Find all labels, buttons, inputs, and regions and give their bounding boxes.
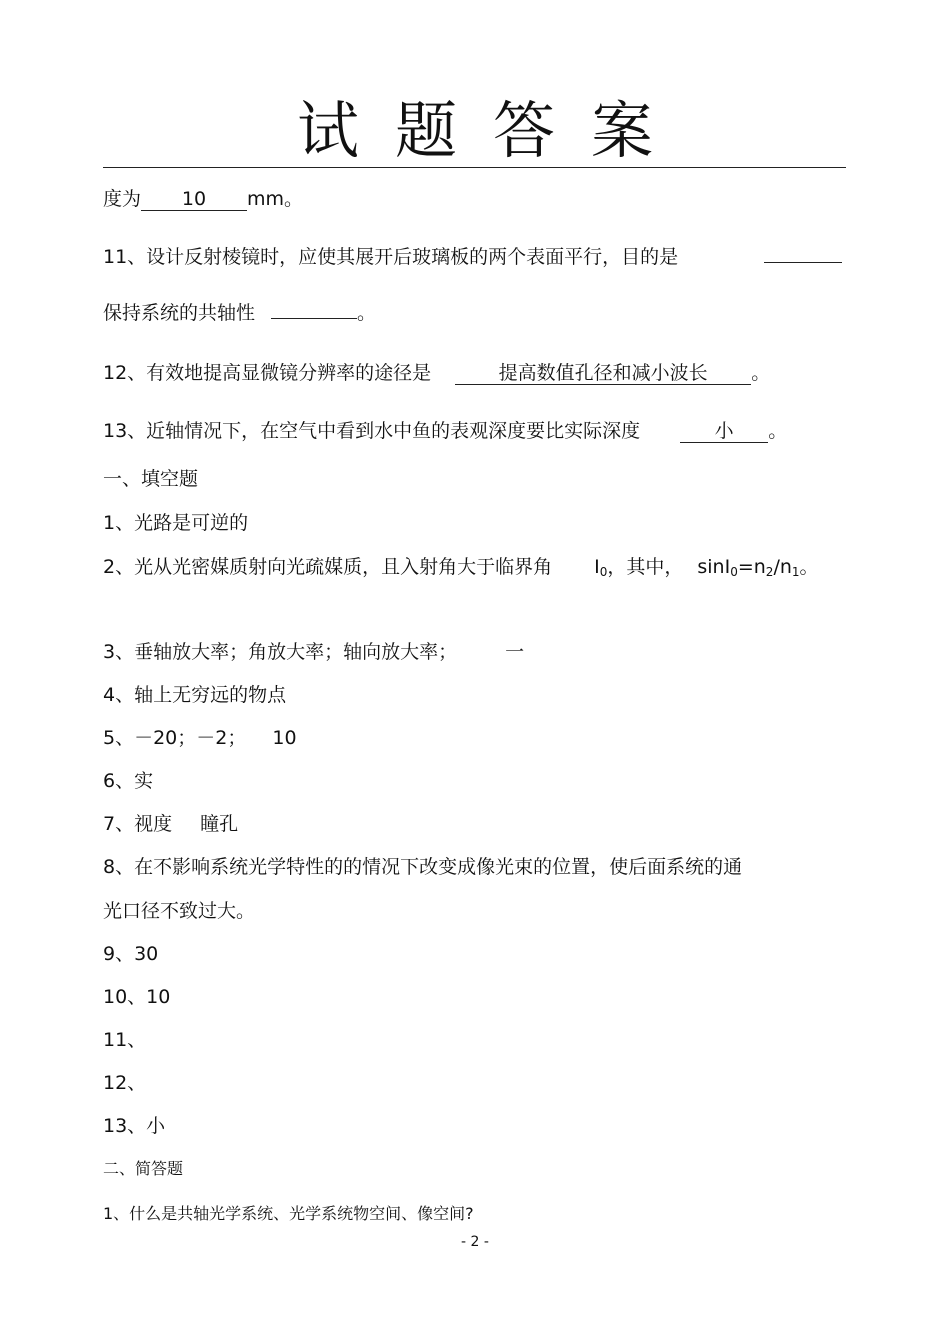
answer-blank: [271, 318, 357, 319]
line-text: 2、光从光密媒质射向光疏媒质，且入射角大于临界角: [103, 556, 553, 578]
title-rule: [103, 167, 846, 168]
question-line-12: [103, 360, 770, 386]
answer-3: [103, 639, 524, 665]
formula-text: sinI: [697, 556, 731, 578]
line-text: 。: [768, 420, 788, 442]
answer-line-10-tail: [103, 186, 303, 212]
symbol-text: I: [594, 556, 600, 578]
line-text: 7、视度: [103, 813, 173, 835]
line-text: 。: [799, 556, 819, 578]
answer-6: 6、实: [103, 770, 154, 792]
line-text: 11、设计反射棱镜时，应使其展开后玻璃板的两个表面平行，目的是: [103, 246, 679, 268]
line-text: 3、垂轴放大率；角放大率；轴向放大率；: [103, 641, 458, 663]
subscript: 2: [765, 565, 774, 579]
answer-blank: 10: [141, 188, 247, 211]
answer-10: 10、10: [103, 986, 171, 1008]
answer-8: 8、在不影响系统光学特性的的情况下改变成像光束的位置，使后面系统的通: [103, 856, 743, 878]
short-answer-question-1: 1、什么是共轴光学系统、光学系统物空间、像空间?: [103, 1204, 474, 1223]
answer-7: [103, 811, 238, 837]
line-text: 13、近轴情况下，在空气中看到水中鱼的表观深度要比实际深度: [103, 420, 641, 442]
section-heading-fill-in: 一、填空题: [103, 468, 199, 490]
answer-line-11: [103, 300, 376, 326]
subscript: 1: [791, 565, 800, 579]
question-line-11: [103, 244, 678, 270]
answer-2: [103, 554, 819, 580]
line-text: 。: [751, 362, 771, 384]
answer-1: 1、光路是可逆的: [103, 512, 249, 534]
line-text: 。: [357, 302, 377, 324]
formula-text: =n: [737, 556, 766, 578]
answer-4: 4、轴上无穷远的物点: [103, 684, 287, 706]
answer-12: 12、: [103, 1072, 147, 1094]
answer-blank-11-end: [764, 244, 842, 270]
answer-8-continued: 光口径不致过大。: [103, 900, 256, 922]
answer-5: [103, 725, 297, 751]
line-text: 12、有效地提高显微镜分辨率的途径是: [103, 362, 432, 384]
question-line-13: [103, 418, 787, 444]
answer-11: 11、: [103, 1029, 147, 1051]
page-number: - 2 -: [461, 1234, 489, 1250]
subscript: 0: [599, 565, 608, 579]
answer-blank: [764, 262, 842, 263]
answer-13: 13、小: [103, 1115, 166, 1137]
answer-blank: 小: [680, 420, 768, 443]
line-text: 保持系统的共轴性: [103, 302, 256, 324]
line-text: ，其中，: [607, 556, 684, 578]
page-title: 试题答案: [296, 94, 689, 167]
subscript: 0: [730, 565, 738, 579]
line-text: 瞳孔: [200, 813, 239, 835]
answer-9: 9、30: [103, 943, 159, 965]
line-text: mm。: [247, 188, 304, 210]
line-text: 度为: [103, 188, 142, 210]
section-heading-short-answer: 二、简答题: [103, 1159, 184, 1178]
formula-text: /n: [773, 556, 792, 578]
line-text: 5、－20；－2；: [103, 727, 247, 749]
line-text: 10: [272, 727, 297, 749]
answer-blank: 提高数值孔径和减小波长: [455, 362, 751, 385]
line-text: 一: [505, 641, 525, 663]
